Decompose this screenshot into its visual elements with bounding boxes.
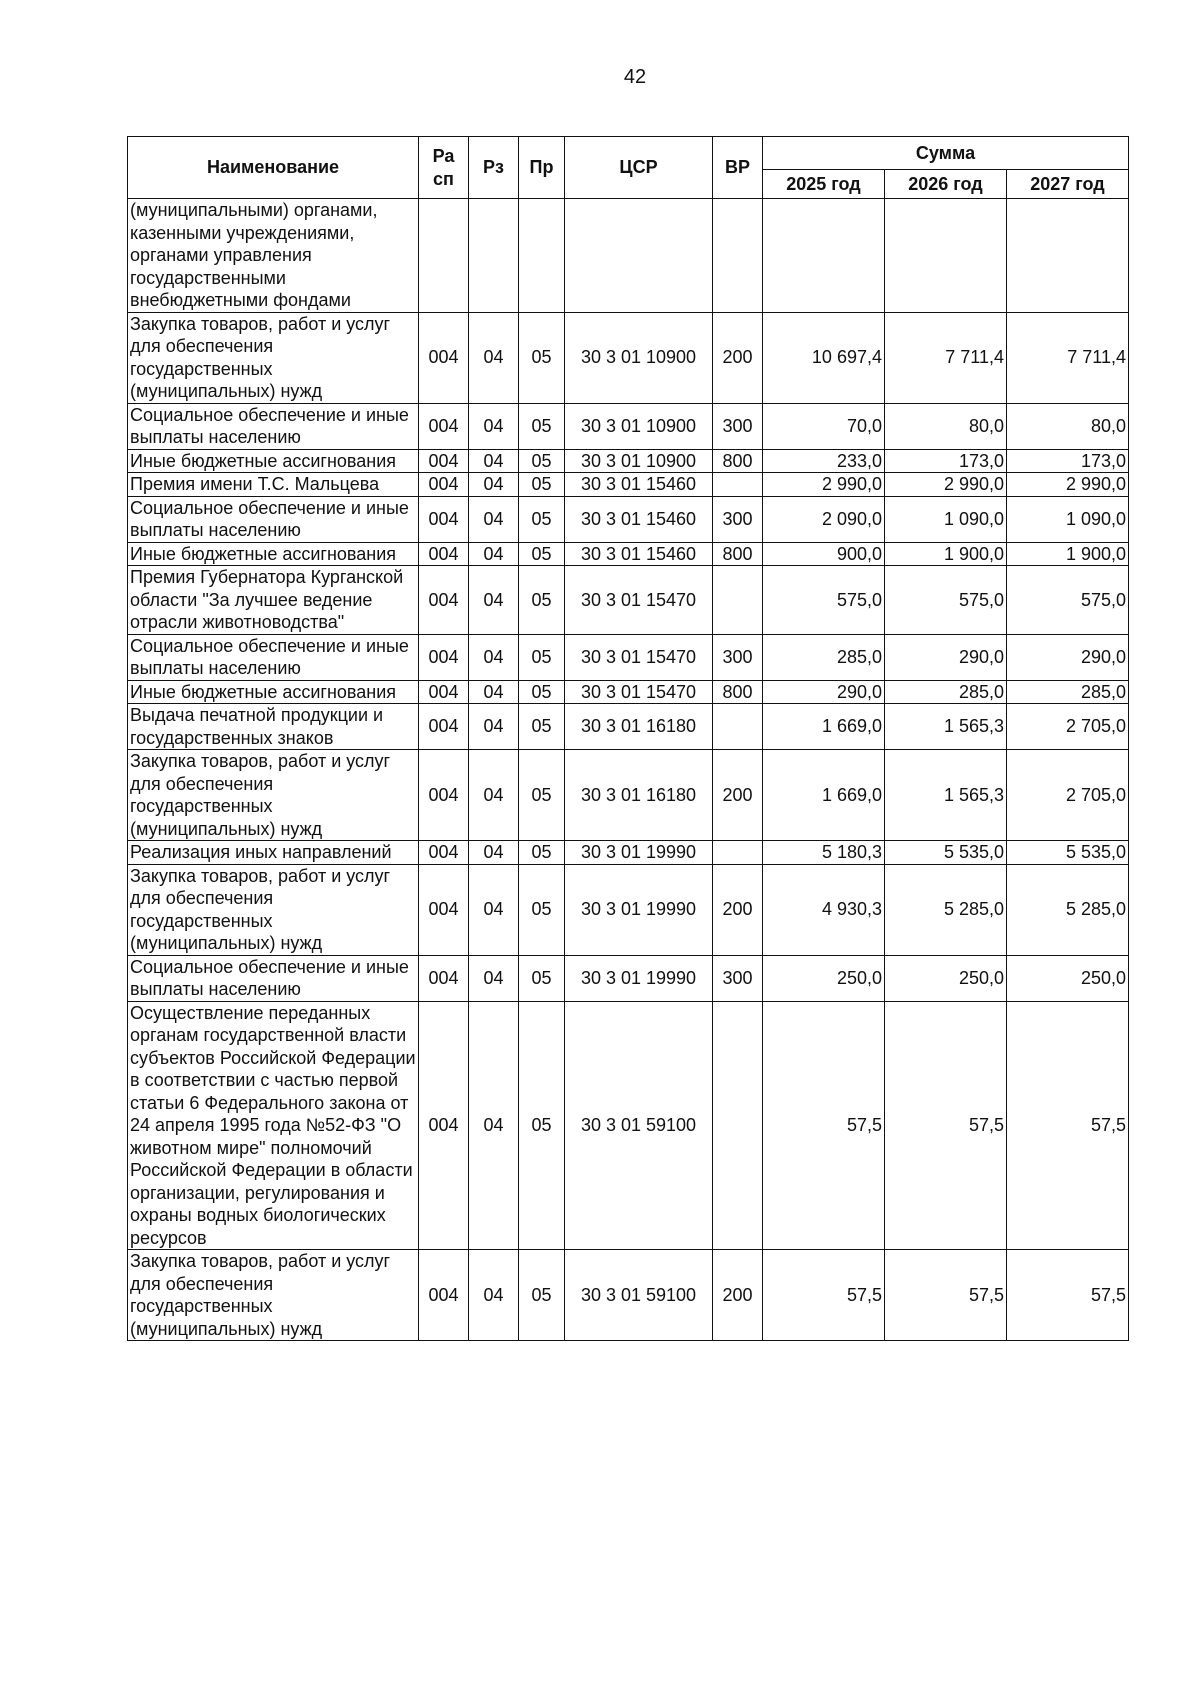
- table-row: [128, 312, 1129, 403]
- col-header-2027: 2027 год: [1007, 170, 1129, 199]
- cell-2026: 1 565,3: [885, 750, 1007, 841]
- cell-name: Социальное обеспечение и иные выплаты населению: [128, 403, 419, 449]
- cell-vr: [713, 841, 763, 865]
- cell-pr: 05: [519, 449, 565, 473]
- table-row: [128, 750, 1129, 841]
- cell-rasp: 004: [419, 312, 469, 403]
- cell-2026: 80,0: [885, 403, 1007, 449]
- table-row: [128, 841, 1129, 865]
- cell-2027: 57,5: [1007, 1001, 1129, 1250]
- cell-2025: 290,0: [763, 680, 885, 704]
- cell-pr: 05: [519, 841, 565, 865]
- page-number: 42: [623, 66, 647, 88]
- cell-rasp: 004: [419, 841, 469, 865]
- cell-rz: 04: [469, 955, 519, 1001]
- cell-2025: 4 930,3: [763, 864, 885, 955]
- cell-vr: 200: [713, 864, 763, 955]
- table-row: [128, 473, 1129, 497]
- cell-csr: 30 3 01 15470: [565, 680, 713, 704]
- cell-2026: 290,0: [885, 634, 1007, 680]
- col-header-2025: 2025 год: [763, 170, 885, 199]
- cell-rasp: 004: [419, 403, 469, 449]
- cell-rz: 04: [469, 473, 519, 497]
- cell-vr: 200: [713, 1250, 763, 1341]
- cell-2025: 250,0: [763, 955, 885, 1001]
- cell-name: Социальное обеспечение и иные выплаты населению: [128, 955, 419, 1001]
- cell-vr: 200: [713, 312, 763, 403]
- col-header-csr: ЦСР: [565, 137, 713, 199]
- cell-name: Осуществление переданных органам государственной власти субъектов Российской Федерации в соответствии с частью первой статьи 6 Федерального закона от 24 апреля 1995 года №52-ФЗ "О животном мире" полномочий Российской Федерации в области организации, регулирования и охраны водных биологических ресурсов: [128, 1001, 419, 1250]
- cell-rz: 04: [469, 841, 519, 865]
- cell-2025: 1 669,0: [763, 750, 885, 841]
- cell-2025: 5 180,3: [763, 841, 885, 865]
- cell-2027: 5 535,0: [1007, 841, 1129, 865]
- cell-rasp: 004: [419, 955, 469, 1001]
- cell-csr: 30 3 01 16180: [565, 704, 713, 750]
- cell-rasp: 004: [419, 704, 469, 750]
- cell-2027: [1007, 199, 1129, 313]
- cell-2026: 1 565,3: [885, 704, 1007, 750]
- col-header-rz: Рз: [469, 137, 519, 199]
- cell-name: Социальное обеспечение и иные выплаты населению: [128, 496, 419, 542]
- cell-pr: 05: [519, 473, 565, 497]
- cell-pr: 05: [519, 1250, 565, 1341]
- cell-vr: [713, 704, 763, 750]
- cell-rasp: 004: [419, 542, 469, 566]
- cell-csr: 30 3 01 19990: [565, 955, 713, 1001]
- col-header-vr: ВР: [713, 137, 763, 199]
- cell-name: Закупка товаров, работ и услуг для обеспечения государственных (муниципальных) нужд: [128, 750, 419, 841]
- cell-2026: [885, 199, 1007, 313]
- cell-vr: 300: [713, 496, 763, 542]
- cell-2027: 2 705,0: [1007, 750, 1129, 841]
- cell-2026: 5 285,0: [885, 864, 1007, 955]
- cell-csr: 30 3 01 59100: [565, 1001, 713, 1250]
- cell-rasp: 004: [419, 449, 469, 473]
- table-row: [128, 566, 1129, 635]
- cell-2026: 7 711,4: [885, 312, 1007, 403]
- cell-2025: 285,0: [763, 634, 885, 680]
- cell-pr: 05: [519, 403, 565, 449]
- cell-rz: 04: [469, 566, 519, 635]
- cell-rasp: 004: [419, 680, 469, 704]
- cell-2027: 1 090,0: [1007, 496, 1129, 542]
- cell-vr: [713, 199, 763, 313]
- table-header: [128, 137, 1129, 199]
- cell-name: Закупка товаров, работ и услуг для обеспечения государственных (муниципальных) нужд: [128, 1250, 419, 1341]
- cell-pr: 05: [519, 634, 565, 680]
- cell-2026: 173,0: [885, 449, 1007, 473]
- cell-2027: 575,0: [1007, 566, 1129, 635]
- cell-vr: 300: [713, 955, 763, 1001]
- table-row: [128, 403, 1129, 449]
- cell-csr: 30 3 01 16180: [565, 750, 713, 841]
- cell-name: Иные бюджетные ассигнования: [128, 680, 419, 704]
- cell-2025: 575,0: [763, 566, 885, 635]
- cell-csr: 30 3 01 15470: [565, 634, 713, 680]
- cell-pr: [519, 199, 565, 313]
- cell-csr: 30 3 01 15470: [565, 566, 713, 635]
- cell-2025: 57,5: [763, 1001, 885, 1250]
- table-row: [128, 680, 1129, 704]
- cell-2025: 10 697,4: [763, 312, 885, 403]
- table-row: [128, 704, 1129, 750]
- cell-vr: 300: [713, 403, 763, 449]
- cell-2025: [763, 199, 885, 313]
- cell-pr: 05: [519, 542, 565, 566]
- cell-2027: 5 285,0: [1007, 864, 1129, 955]
- cell-name: Закупка товаров, работ и услуг для обеспечения государственных (муниципальных) нужд: [128, 864, 419, 955]
- cell-2027: 80,0: [1007, 403, 1129, 449]
- cell-2027: 7 711,4: [1007, 312, 1129, 403]
- table-row: [128, 1001, 1129, 1250]
- cell-rz: 04: [469, 704, 519, 750]
- cell-pr: 05: [519, 496, 565, 542]
- cell-2025: 57,5: [763, 1250, 885, 1341]
- cell-2027: 250,0: [1007, 955, 1129, 1001]
- cell-rasp: [419, 199, 469, 313]
- cell-name: Иные бюджетные ассигнования: [128, 542, 419, 566]
- cell-2026: 57,5: [885, 1001, 1007, 1250]
- cell-rz: 04: [469, 1001, 519, 1250]
- cell-csr: [565, 199, 713, 313]
- col-header-pr: Пр: [519, 137, 565, 199]
- cell-2026: 5 535,0: [885, 841, 1007, 865]
- cell-2027: 285,0: [1007, 680, 1129, 704]
- cell-2025: 900,0: [763, 542, 885, 566]
- cell-rz: [469, 199, 519, 313]
- cell-2025: 2 990,0: [763, 473, 885, 497]
- cell-pr: 05: [519, 704, 565, 750]
- table-row: [128, 496, 1129, 542]
- cell-2027: 2 990,0: [1007, 473, 1129, 497]
- cell-2025: 233,0: [763, 449, 885, 473]
- col-header-2026: 2026 год: [885, 170, 1007, 199]
- cell-pr: 05: [519, 566, 565, 635]
- budget-table: [127, 136, 1129, 1341]
- cell-2027: 57,5: [1007, 1250, 1129, 1341]
- cell-name: Выдача печатной продукции и государственных знаков: [128, 704, 419, 750]
- cell-2026: 285,0: [885, 680, 1007, 704]
- cell-csr: 30 3 01 15460: [565, 542, 713, 566]
- cell-rz: 04: [469, 542, 519, 566]
- cell-2027: 173,0: [1007, 449, 1129, 473]
- cell-rz: 04: [469, 312, 519, 403]
- cell-2026: 575,0: [885, 566, 1007, 635]
- cell-2027: 2 705,0: [1007, 704, 1129, 750]
- cell-rasp: 004: [419, 864, 469, 955]
- table-row: [128, 449, 1129, 473]
- cell-2025: 2 090,0: [763, 496, 885, 542]
- cell-pr: 05: [519, 680, 565, 704]
- cell-name: Реализация иных направлений: [128, 841, 419, 865]
- cell-rz: 04: [469, 864, 519, 955]
- cell-2025: 70,0: [763, 403, 885, 449]
- cell-rz: 04: [469, 634, 519, 680]
- col-header-name: Наименование: [128, 137, 419, 199]
- cell-2026: 250,0: [885, 955, 1007, 1001]
- table-row: [128, 542, 1129, 566]
- cell-rz: 04: [469, 750, 519, 841]
- cell-csr: 30 3 01 10900: [565, 312, 713, 403]
- cell-vr: 800: [713, 449, 763, 473]
- col-header-sum: Сумма: [763, 137, 1129, 170]
- cell-csr: 30 3 01 59100: [565, 1250, 713, 1341]
- cell-rz: 04: [469, 403, 519, 449]
- cell-name: (муниципальными) органами, казенными учреждениями, органами управления государственными внебюджетными фондами: [128, 199, 419, 313]
- cell-rz: 04: [469, 680, 519, 704]
- cell-rasp: 004: [419, 750, 469, 841]
- cell-pr: 05: [519, 312, 565, 403]
- cell-vr: 200: [713, 750, 763, 841]
- cell-csr: 30 3 01 10900: [565, 403, 713, 449]
- cell-pr: 05: [519, 864, 565, 955]
- cell-vr: [713, 473, 763, 497]
- cell-rz: 04: [469, 496, 519, 542]
- cell-name: Премия имени Т.С. Мальцева: [128, 473, 419, 497]
- cell-vr: [713, 1001, 763, 1250]
- cell-2025: 1 669,0: [763, 704, 885, 750]
- cell-rasp: 004: [419, 634, 469, 680]
- cell-2027: 290,0: [1007, 634, 1129, 680]
- cell-rz: 04: [469, 1250, 519, 1341]
- cell-rasp: 004: [419, 473, 469, 497]
- cell-2026: 57,5: [885, 1250, 1007, 1341]
- cell-pr: 05: [519, 955, 565, 1001]
- cell-rasp: 004: [419, 566, 469, 635]
- cell-2026: 1 090,0: [885, 496, 1007, 542]
- cell-name: Закупка товаров, работ и услуг для обеспечения государственных (муниципальных) нужд: [128, 312, 419, 403]
- cell-vr: 300: [713, 634, 763, 680]
- cell-pr: 05: [519, 1001, 565, 1250]
- cell-rasp: 004: [419, 496, 469, 542]
- cell-csr: 30 3 01 15460: [565, 473, 713, 497]
- cell-rasp: 004: [419, 1001, 469, 1250]
- cell-rasp: 004: [419, 1250, 469, 1341]
- cell-pr: 05: [519, 750, 565, 841]
- cell-2027: 1 900,0: [1007, 542, 1129, 566]
- cell-name: Иные бюджетные ассигнования: [128, 449, 419, 473]
- cell-2026: 2 990,0: [885, 473, 1007, 497]
- cell-name: Премия Губернатора Курганской области "За лучшее ведение отрасли животноводства": [128, 566, 419, 635]
- table-row: [128, 864, 1129, 955]
- table-row: [128, 199, 1129, 313]
- cell-name: Социальное обеспечение и иные выплаты населению: [128, 634, 419, 680]
- col-header-rasp: Ра сп: [419, 137, 469, 199]
- table-row: [128, 634, 1129, 680]
- cell-csr: 30 3 01 10900: [565, 449, 713, 473]
- cell-vr: 800: [713, 542, 763, 566]
- cell-csr: 30 3 01 15460: [565, 496, 713, 542]
- table-row: [128, 955, 1129, 1001]
- cell-vr: [713, 566, 763, 635]
- cell-vr: 800: [713, 680, 763, 704]
- cell-csr: 30 3 01 19990: [565, 841, 713, 865]
- cell-2026: 1 900,0: [885, 542, 1007, 566]
- cell-rz: 04: [469, 449, 519, 473]
- cell-csr: 30 3 01 19990: [565, 864, 713, 955]
- table-body: [128, 199, 1129, 1341]
- table-row: [128, 1250, 1129, 1341]
